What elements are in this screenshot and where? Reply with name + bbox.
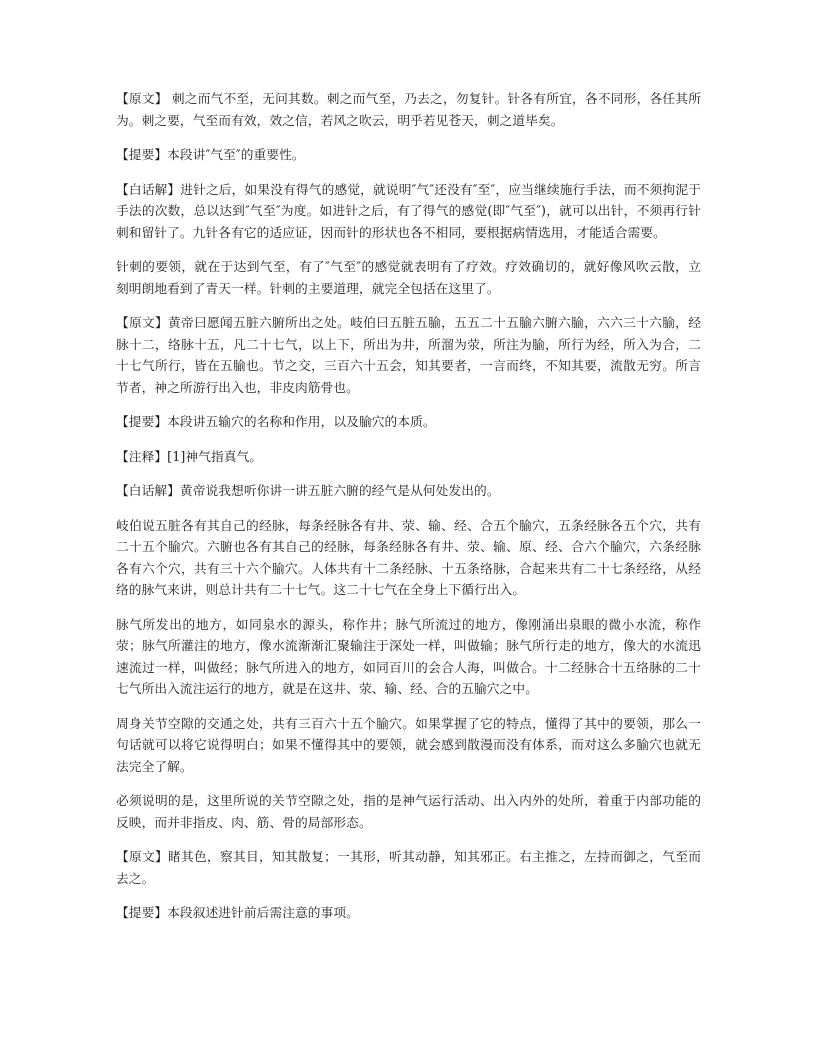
paragraph-baihuajie-1: 【白话解】进针之后，如果没有得气的感觉，就说明″气″还没有″至″，应当继续施行手法，而不须拘泥于手法的次数，总以达到″气至″为度。如进针之后，有了得气的感觉(即″气至″)，就可以出针，不须再行针刺和留针了。九针各有它的适应证，因而针的形状也各不相同，要根据病情选用，才能适合需要。 bbox=[116, 181, 701, 240]
paragraph-zhushi-1: 【注释】[1]神气指真气。 bbox=[116, 448, 263, 464]
document-text-body bbox=[116, 88, 701, 924]
paragraph-yuanwen-1: 【原文】 刺之而气不至，无问其数。刺之而气至，乃去之，勿复针。针各有所宜，各不同形，各任其所为。刺之要，气至而有效，效之信，若风之吹云，明乎若见苍天，刺之道毕矣。 bbox=[116, 91, 701, 128]
paragraph-yuanwen-3: 【原文】睹其色，察其目，知其散复；一其形，听其动静，知其邪正。右主推之，左持而御之，气至而去之。 bbox=[116, 849, 701, 886]
paragraph-yuanwen-2: 【原文】黄帝曰愿闻五脏六腑所出之处。岐伯曰五脏五腧，五五二十五腧六腑六腧，六六三十六腧，经脉十二，络脉十五，凡二十七气，以上下，所出为井，所溜为荥，所注为腧，所行为经，所入为合，二十七气所行，皆在五腧也。节之交，三百六十五会，知其要者，一言而终，不知其要，流散无穷。所言节者，神之所游行出入也，非皮肉筋骨也。 bbox=[116, 315, 701, 395]
paragraph-baihuajie-1-cont: 针刺的要领，就在于达到气至，有了″气至″的感觉就表明有了疗效。疗效确切的，就好像风吹云散，立刻明朗地看到了青天一样。针刺的主要道理，就完全包括在这里了。 bbox=[116, 259, 701, 296]
paragraph-tiyao-3: 【提要】本段叙述进针前后需注意的事项。 bbox=[116, 905, 359, 920]
paragraph-baihuajie-2-cont-3: 周身关节空隙的交通之处，共有三百六十五个腧穴。如果掌握了它的特点，懂得了其中的要领，那么一句话就可以将它说得明白；如果不懂得其中的要领，就会感到散漫而没有体系，而对这么多腧穴也就无法完全了解。 bbox=[116, 715, 701, 774]
paragraph-tiyao-1: 【提要】本段讲″气至″的重要性。 bbox=[116, 147, 305, 162]
paragraph-baihuajie-2-cont-4: 必须说明的是，这里所说的关节空隙之处，指的是神气运行活动、出入内外的处所，着重于内部功能的反映，而并非指皮、肉、筋、骨的局部形态。 bbox=[116, 793, 701, 830]
paragraph-baihuajie-2: 【白话解】黄帝说我想听你讲一讲五脏六腑的经气是从何处发出的。 bbox=[116, 483, 500, 498]
paragraph-tiyao-2: 【提要】本段讲五输穴的名称和作用，以及腧穴的本质。 bbox=[116, 414, 436, 429]
paragraph-baihuajie-2-cont-2: 脉气所发出的地方，如同泉水的源头，称作井；脉气所流过的地方，像刚涌出泉眼的微小水流，称作荥；脉气所灌注的地方，像水流渐渐汇聚输注于深处一样，叫做输；脉气所行走的地方，像大的水流迅速流过一样，叫做经；脉气所进入的地方，如同百川的会合人海，叫做合。十二经脉合十五络脉的二十七气所出入流注运行的地方，就是在这井、荥、输、经、合的五腧穴之中。 bbox=[116, 616, 701, 696]
paragraph-baihuajie-2-cont-1: 岐伯说五脏各有其自己的经脉，每条经脉各有井、荥、输、经、合五个腧穴，五条经脉各五个穴，共有二十五个腧穴。六腑也各有其自己的经脉，每条经脉各有井、荥、输、原、经、合六个腧穴，六条经脉各有六个穴，共有三十六个腧穴。人体共有十二条经脉、十五条络脉，合起来共有二十七条经络，从经络的脉气来讲，则总计共有二十七气。这二十七气在全身上下循行出入。 bbox=[116, 517, 701, 597]
